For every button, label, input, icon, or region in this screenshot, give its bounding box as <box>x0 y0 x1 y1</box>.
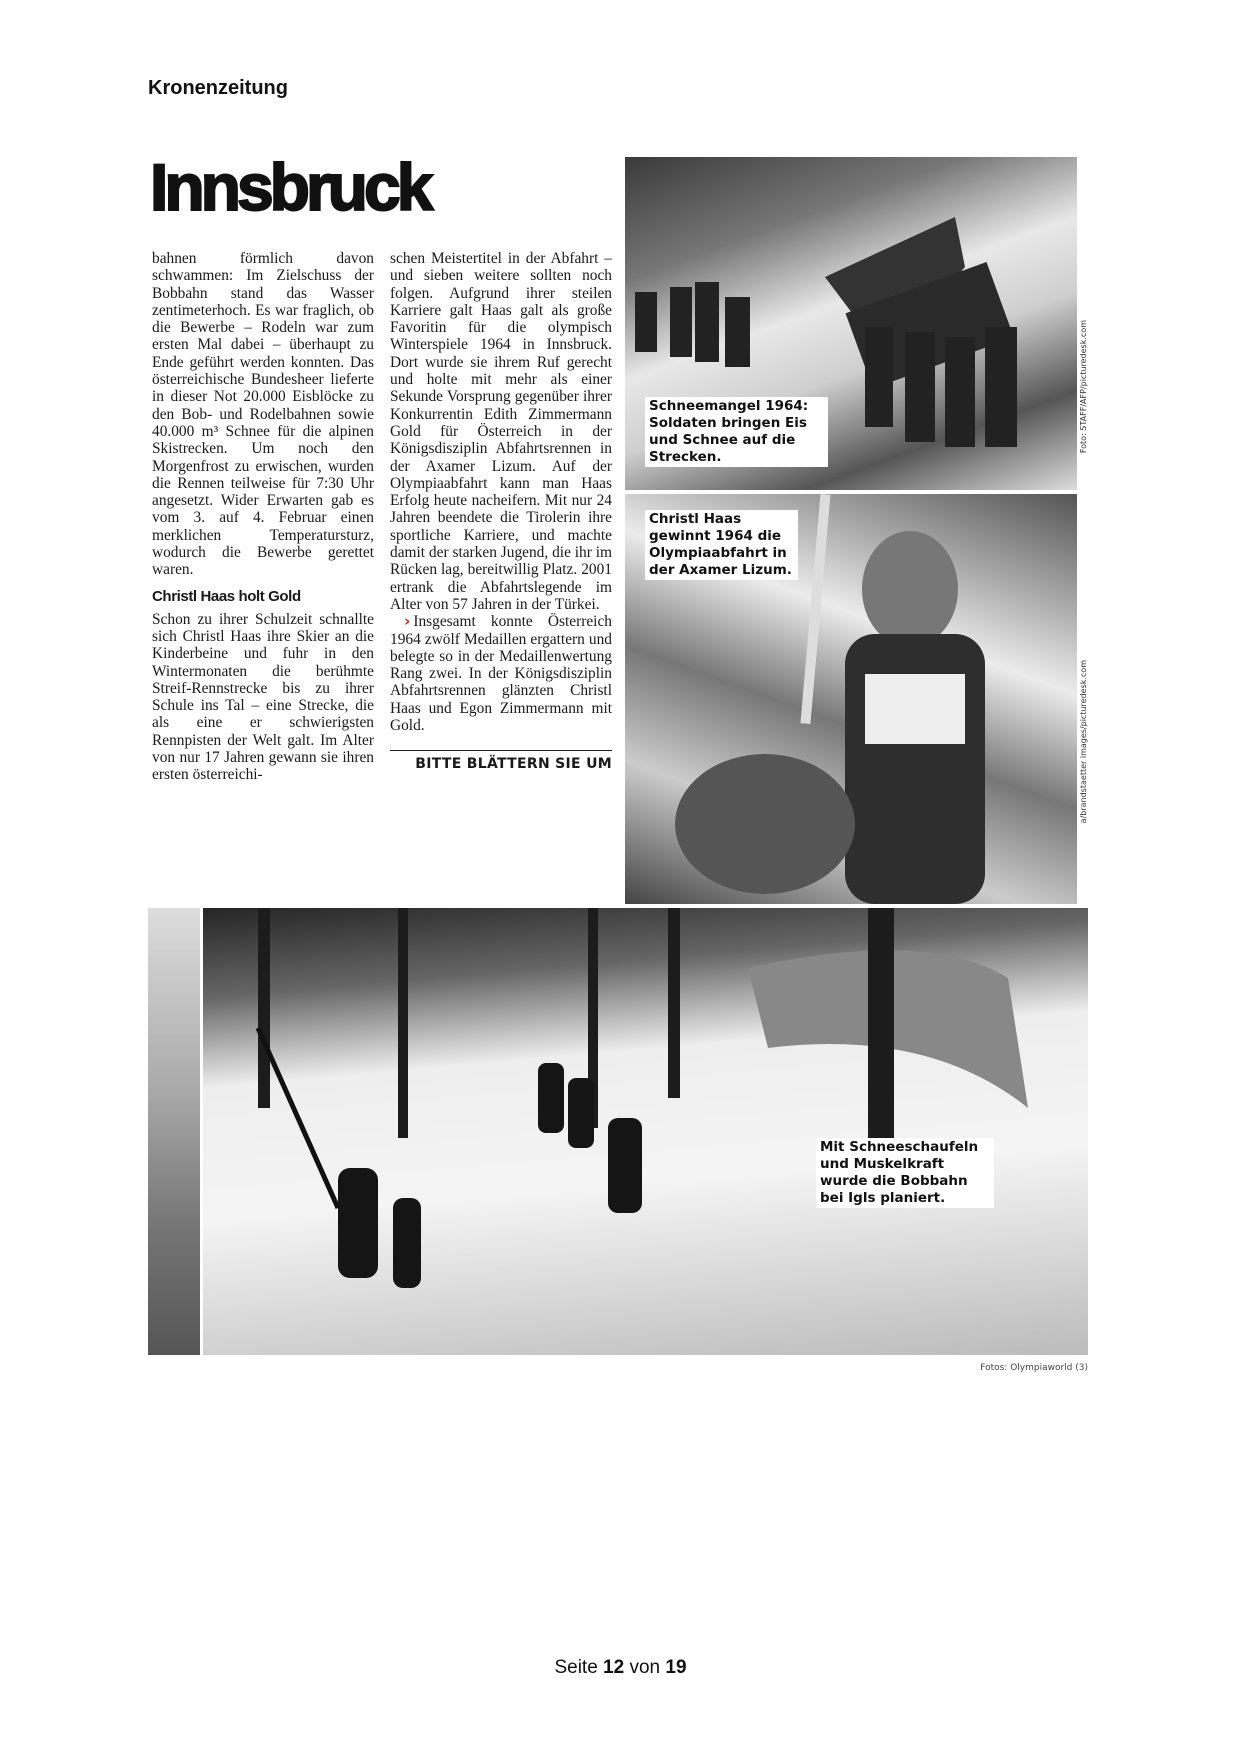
current-page: 12 <box>603 1657 625 1678</box>
publication-name: Kronenzeitung <box>148 77 288 99</box>
photo-credit: a/brandstaetter images/picturedesk.com <box>1079 660 1088 824</box>
page-number <box>0 1656 1241 1680</box>
page-separator: von <box>629 1657 661 1678</box>
photo-caption: Christl Haas gewinnt 1964 die Olympiaabfahrt in der Axamer Lizum. <box>645 510 798 580</box>
paragraph-highlight <box>390 613 612 734</box>
photo-caption: Schneemangel 1964: Soldaten bringen Eis und Schnee auf die Strecken. <box>645 397 828 467</box>
photo-christl-haas <box>625 494 1077 904</box>
article-column-1 <box>152 250 374 784</box>
photo-figures <box>148 908 1088 1355</box>
photo-credit: Fotos: Olympiaworld (3) <box>980 1363 1088 1373</box>
continue-notice: BITTE BLÄTTERN SIE UM <box>390 750 612 773</box>
trees <box>258 908 894 1208</box>
skier-head <box>862 531 958 647</box>
bullet-arrow-icon: › <box>404 612 411 631</box>
paragraph: bahnen förmlich davon schwammen: Im Zielschuss der Bobbahn stand das Wasser zentimeterhoch. Es war fraglich, ob die Bewerbe – Rodeln war zum ersten Mal dabei – überhaupt zu Ende geführt werden konnten. Das österreichische Bundesheer lieferte in dieser Not 20.000 Eisblöcke zu den Bob- und Rodelbahnen sowie 40.000 m³ Schnee für die alpinen Skistrecken. Um noch den Morgenfrost zu erwischen, wurden die Rennen teilweise für 7:30 Uhr angesetzt. Wider Erwarten gab es vom 3. auf 4. Februar einen merklichen Temperatursturz, wodurch die Bewerbe gerettet waren. <box>152 250 374 579</box>
photo-strip <box>148 908 203 1355</box>
article-column-2 <box>390 250 612 773</box>
paragraph: schen Meistertitel in der Abfahrt – und sieben weitere sollten noch folgen. Aufgrund ihrer steilen Karriere galt Haas galt als große Favoritin für die olympisch Winterspiele 1964 in Innsbruck. Dort wurde sie ihrem Ruf gerecht und holte mit mehr als einer Sekunde Vorsprung gegenüber ihrer Konkurrentin Edith Zimmermann Gold für Österreich in der Königsdisziplin Abfahrtsrennen in der Axamer Lizum. Auf der Olympiaabfahrt kann man Haas Erfolg heute nacheifern. Mit nur 24 Jahren beendete die Tirolerin ihre sportliche Karriere, und machte damit der starken Jugend, die ihr im Rücken lag, bereitwillig Platz. 2001 ertrank die Abfahrtslegende im Alter von 57 Jahren in der Türkei. <box>390 250 612 613</box>
photo-soldiers-snow <box>625 157 1077 490</box>
headline: Innsbruck <box>150 150 430 224</box>
subheading: Christl Haas holt Gold <box>152 587 301 605</box>
shovel <box>258 1028 338 1208</box>
race-bib <box>865 674 965 744</box>
paragraph-text: Insgesamt konnte Österreich 1964 zwölf Medaillen ergattern und belegte so in der Medaillenwertung Rang zwei. In der Königsdisziplin Abfahrtsrennen glänzten Christl Haas und Egon Zimmermann mit Gold. <box>390 613 612 735</box>
paragraph: Schon zu ihrer Schulzeit schnallte sich Christl Haas ihre Skier an die Kinderbeine und fuhr in den Wintermonaten die berühmte Streif-Rennstrecke bis zu ihrer Schule ins Tal – eine Strecke, die als eine er schwierigsten Rennpisten der Welt galt. Im Alter von nur 17 Jahren gewann sie ihren ersten österreichi- <box>152 610 374 784</box>
page-label: Seite <box>554 1657 598 1678</box>
photo-bobsleigh-track <box>148 908 1088 1355</box>
bouquet <box>675 754 855 894</box>
photo-credit: Foto: STAFF/AFP/picturedesk.com <box>1079 320 1088 454</box>
total-pages: 19 <box>665 1657 687 1678</box>
skis <box>800 494 830 724</box>
photo-caption: Mit Schneeschaufeln und Muskelkraft wurde die Bobbahn bei Igls planiert. <box>816 1138 994 1208</box>
